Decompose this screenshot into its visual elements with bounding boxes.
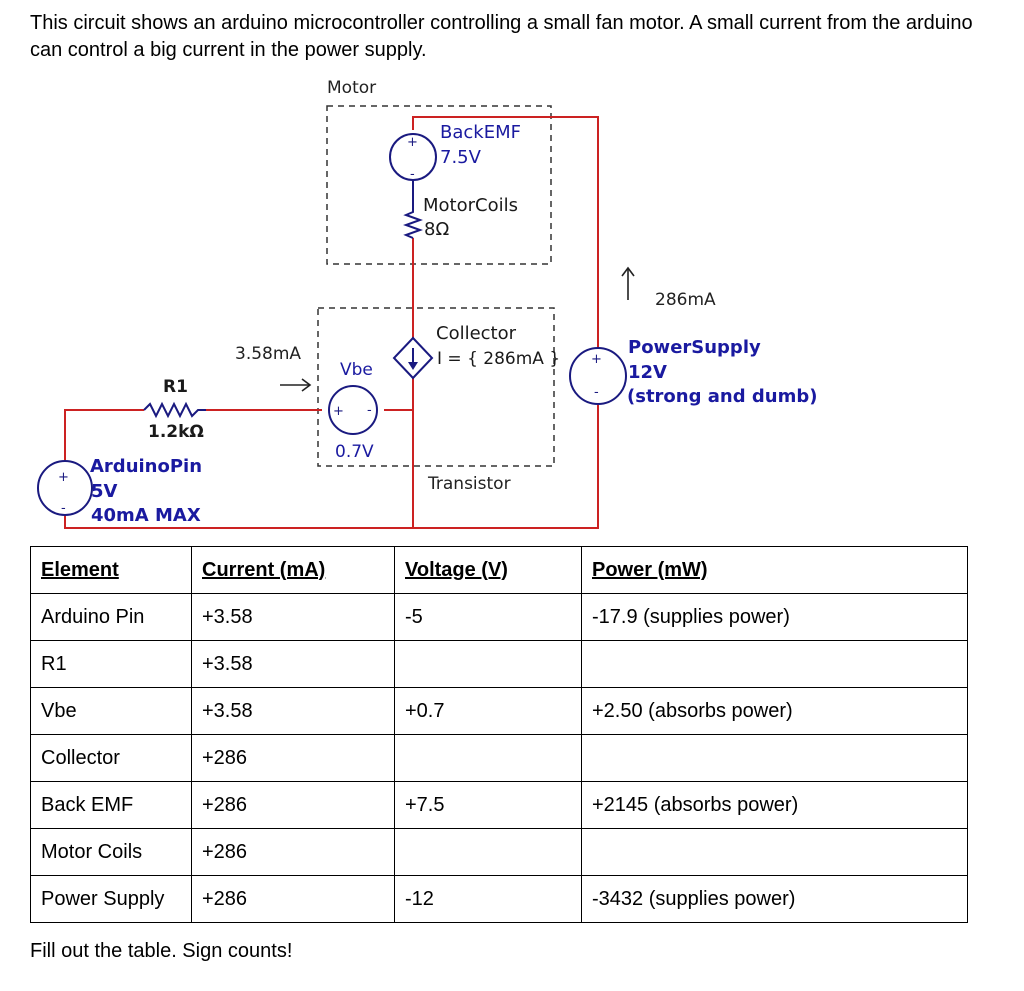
- supply-voltage: 12V: [628, 362, 667, 383]
- base-current-label: 3.58mA: [235, 344, 302, 364]
- arduino-plus-sign: +: [58, 470, 69, 485]
- header-power: Power (mW): [582, 547, 968, 594]
- supply-current-label: 286mA: [655, 290, 716, 310]
- table-row: [31, 876, 968, 923]
- backemf-value: 7.5V: [440, 147, 481, 168]
- cell-power: -17.9 (supplies power): [582, 594, 968, 641]
- arduino-limit: 40mA MAX: [91, 505, 201, 526]
- cell-current: +3.58: [192, 594, 395, 641]
- cell-voltage: +7.5: [395, 782, 582, 829]
- cell-current: +286: [192, 876, 395, 923]
- supply-minus-sign: -: [594, 385, 599, 400]
- cell-current: +286: [192, 782, 395, 829]
- backemf-name: BackEMF: [440, 122, 521, 143]
- motor-coils-resistor-symbol: [406, 180, 420, 238]
- transistor-label: Transistor: [428, 474, 511, 494]
- r1-resistor-symbol: [144, 404, 206, 416]
- cell-voltage: -5: [395, 594, 582, 641]
- arduino-to-r1-wire: [65, 410, 144, 462]
- cell-element: Motor Coils: [31, 829, 192, 876]
- arduino-name: ArduinoPin: [90, 456, 203, 477]
- cell-element: Vbe: [31, 688, 192, 735]
- header-element: Element: [31, 547, 192, 594]
- arduino-minus-sign: -: [61, 501, 66, 516]
- table-row: [31, 688, 968, 735]
- cell-power: [582, 735, 968, 782]
- arduino-voltage: 5V: [91, 481, 118, 502]
- footnote: Fill out the table. Sign counts!: [30, 940, 293, 962]
- cell-element: Collector: [31, 735, 192, 782]
- cell-power: [582, 829, 968, 876]
- collector-name: Collector: [436, 323, 517, 344]
- r1-value: 1.2kΩ: [148, 422, 204, 442]
- collector-value: I = { 286mA }: [437, 349, 561, 369]
- motor-label: Motor: [327, 78, 377, 98]
- answer-table: [30, 546, 968, 923]
- cell-current: +286: [192, 735, 395, 782]
- r1-name: R1: [163, 377, 188, 397]
- header-current: Current (mA): [192, 547, 395, 594]
- table-row: [31, 641, 968, 688]
- cell-element: Arduino Pin: [31, 594, 192, 641]
- cell-voltage: [395, 829, 582, 876]
- cell-voltage: [395, 735, 582, 782]
- vbe-value: 0.7V: [335, 442, 374, 462]
- cell-current: +3.58: [192, 641, 395, 688]
- table-header-row: [31, 547, 968, 594]
- supply-note: (strong and dumb): [627, 386, 818, 407]
- intro-text: This circuit shows an arduino microcontroller controlling a small fan motor. A small current from the arduino can control a big current in the power supply.: [30, 12, 973, 61]
- table-row: [31, 594, 968, 641]
- cell-current: +286: [192, 829, 395, 876]
- supply-plus-sign: +: [591, 352, 602, 367]
- cell-power: +2145 (absorbs power): [582, 782, 968, 829]
- coils-value: 8Ω: [424, 219, 450, 240]
- vbe-minus-sign: -: [367, 403, 372, 418]
- table-row: [31, 829, 968, 876]
- cell-element: R1: [31, 641, 192, 688]
- header-voltage: Voltage (V): [395, 547, 582, 594]
- table-row: [31, 735, 968, 782]
- table-row: [31, 782, 968, 829]
- supply-name: PowerSupply: [628, 337, 761, 358]
- cell-voltage: -12: [395, 876, 582, 923]
- backemf-minus-sign: -: [410, 167, 415, 182]
- vbe-plus-sign: +: [333, 404, 344, 419]
- cell-power: -3432 (supplies power): [582, 876, 968, 923]
- cell-power: +2.50 (absorbs power): [582, 688, 968, 735]
- cell-current: +3.58: [192, 688, 395, 735]
- coils-name: MotorCoils: [423, 195, 518, 216]
- cell-element: Power Supply: [31, 876, 192, 923]
- cell-power: [582, 641, 968, 688]
- vbe-name: Vbe: [340, 360, 373, 380]
- backemf-plus-sign: +: [407, 135, 418, 150]
- cell-voltage: [395, 641, 582, 688]
- cell-voltage: +0.7: [395, 688, 582, 735]
- cell-element: Back EMF: [31, 782, 192, 829]
